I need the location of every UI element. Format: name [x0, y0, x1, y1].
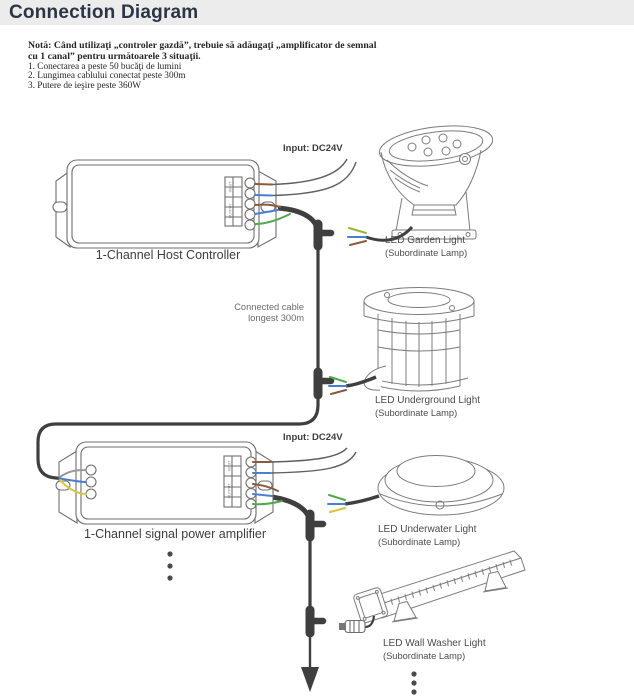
amplifier-label: 1-Channel signal power amplifier [83, 527, 267, 541]
underground-light-name: LED Underground Light [375, 395, 481, 406]
underwater-light-sub: (Subordinate Lamp) [378, 537, 461, 547]
note-item-2: 2. Lungimea cablului conectat peste 300m [28, 71, 186, 82]
amp-input-dc24v-label: Input: DC24V [283, 432, 343, 443]
note-heading: Notă: Când utilizaţi „controler gazdă”, trebuie să adăugaţi „amplificator de semnal cu 1 canal” pentru următoarele 3 situaţii. [28, 40, 377, 62]
wallwasher-light-name: LED Wall Washer Light [383, 638, 486, 649]
continuation-dots-left [167, 551, 172, 580]
garden-light-label [385, 234, 467, 259]
underground-light-sub: (Subordinate Lamp) [375, 408, 458, 418]
host-controller-device [53, 160, 276, 248]
continuation-arrow [301, 667, 319, 692]
amp-terminal-input-label: INPUT [227, 460, 232, 472]
cable-length-note [190, 302, 304, 324]
garden-light-name: LED Garden Light [385, 235, 466, 246]
host-terminal-output-label: OUTPUT [228, 203, 233, 219]
amplifier-device [56, 442, 273, 524]
host-terminal-input-label: INPUT [228, 181, 233, 193]
amp-terminal-output-label: OUTPUT [227, 483, 232, 499]
continuation-dots-bottom [411, 671, 416, 694]
underwater-light-label [378, 523, 476, 548]
cable-note-line2: longest 300m [248, 313, 304, 323]
cable-note-line1: Connected cable [234, 302, 304, 312]
underground-light-art [329, 288, 474, 395]
note-item-3: 3. Putere de ieşire peste 360W [28, 81, 142, 91]
underwater-light-art [328, 456, 504, 516]
underwater-light-name: LED Underwater Light [378, 524, 477, 535]
host-controller-label: 1-Channel Host Controller [95, 248, 241, 262]
host-input-dc24v-label: Input: DC24V [283, 143, 343, 154]
garden-light-sub: (Subordinate Lamp) [385, 248, 468, 258]
wallwasher-light-art [339, 551, 525, 633]
garden-light-art [348, 120, 495, 245]
wallwasher-light-sub: (Subordinate Lamp) [383, 651, 466, 661]
underground-light-label [375, 394, 480, 419]
note-item-1: 1. Conectarea a peste 50 bucăţi de lumini [28, 61, 182, 72]
page-title: Connection Diagram [9, 1, 199, 23]
wallwasher-light-label [383, 637, 486, 662]
